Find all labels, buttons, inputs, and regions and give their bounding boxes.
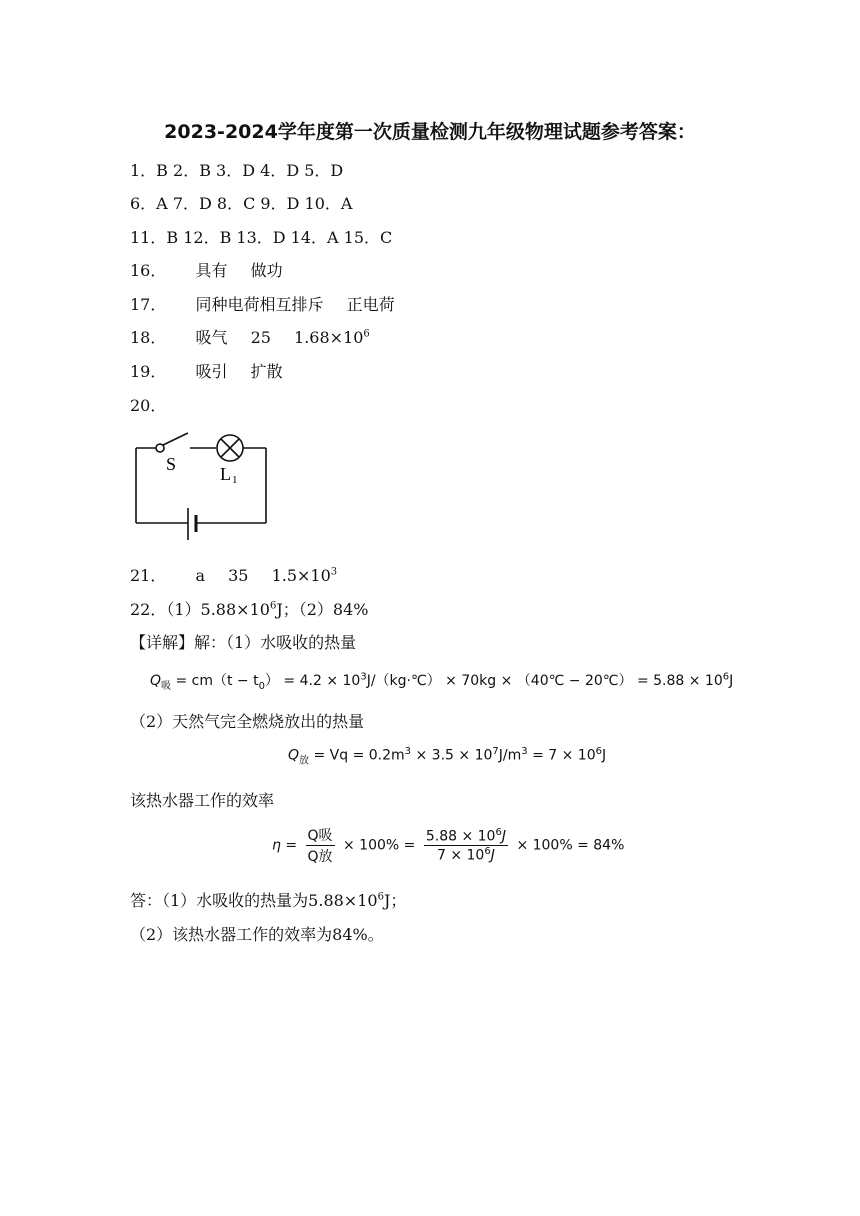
conclusion-text: J； (383, 891, 407, 910)
formula-subscript: 0 (258, 680, 265, 692)
formula-text: × 100% = 84% (516, 837, 625, 854)
answer-part: 1.5×10 (271, 566, 331, 585)
question-number: 21． (130, 566, 167, 585)
formula-exponent: 7 (492, 746, 499, 757)
lamp-label: L (220, 464, 231, 484)
exponent: 3 (330, 566, 338, 578)
answer-part: 吸引 (195, 362, 228, 381)
formula-subscript: 吸 (161, 680, 172, 692)
formula-efficiency (272, 825, 624, 866)
formula-heat-absorbed (150, 670, 733, 692)
formula-heat-released (288, 746, 606, 766)
mc-answers-row-3: 11．B 12．B 13．D 14．A 15．C (130, 228, 393, 247)
formula-exponent: 6 (595, 746, 602, 757)
answer-part: 25 (250, 328, 271, 347)
answer-19 (130, 359, 283, 382)
answer-16 (130, 258, 283, 281)
formula-exponent: 6 (722, 671, 730, 683)
formula-exponent: 3 (521, 746, 528, 757)
formula-text: = 7 × 10 (527, 747, 596, 764)
answer-part: 做功 (250, 261, 283, 280)
answer-22-part2: J；（2）84% (276, 600, 369, 619)
answer-part: 正电荷 (346, 295, 395, 314)
switch-lever (163, 433, 188, 445)
formula-symbol: Q (288, 747, 300, 764)
formula-symbol: η = (272, 837, 298, 854)
fraction (424, 827, 508, 863)
answer-part: 具有 (195, 261, 228, 280)
exponent: 6 (269, 600, 277, 612)
switch-pivot (156, 444, 164, 452)
formula-text: ） = 4.2 × 10 (264, 673, 361, 689)
answer-part: 同种电荷相互排斥 (195, 295, 324, 314)
detail-heading: 【详解】解：（1）水吸收的热量 (130, 633, 357, 652)
question-number: 16． (130, 261, 167, 280)
answer-20 (130, 393, 166, 416)
answer-17 (130, 292, 395, 315)
formula-text: J (729, 673, 734, 689)
circuit-diagram (128, 428, 278, 546)
answer-part: 1.68×10 (294, 328, 364, 347)
fraction-numerator: $5.88 \times 10^6J$ (425, 827, 506, 845)
fraction (306, 825, 335, 866)
formula-text: J/（kg·℃） × 70kg × （40℃ − 20℃） = 5.88 × 10 (366, 673, 723, 689)
conclusion-2: （2）该热水器工作的效率为84%。 (130, 925, 384, 944)
formula-text: = Vq = 0.2m (309, 747, 405, 764)
answer-22-part1: 22．（1）5.88×10 (130, 600, 270, 619)
question-number: 17． (130, 295, 167, 314)
formula-exponent: 3 (360, 671, 367, 683)
formula-exponent: 3 (404, 746, 412, 757)
efficiency-label: 该热水器工作的效率 (130, 791, 275, 810)
answer-part: 吸气 (195, 328, 228, 347)
answer-18 (130, 325, 370, 348)
formula-text: J (601, 747, 607, 764)
answer-22 (130, 597, 368, 620)
conclusion-1 (130, 888, 406, 911)
exponent: 6 (377, 891, 384, 903)
exponent: 6 (363, 328, 370, 340)
question-number: 19． (130, 362, 167, 381)
answer-part: 35 (228, 566, 249, 585)
question-number: 20． (130, 396, 167, 415)
formula-text: = cm（t − t (171, 673, 259, 689)
fraction-numerator: Q吸 (306, 825, 335, 846)
conclusion-text: 答：（1）水吸收的热量为5.88×10 (130, 891, 378, 910)
switch-label: S (166, 454, 177, 474)
step-2-heading: （2）天然气完全燃烧放出的热量 (130, 712, 365, 731)
mc-answers-row-2: 6．A 7．D 8．C 9．D 10．A (130, 194, 353, 213)
mc-answers-row-1: 1．B 2．B 3．D 4．D 5．D (130, 161, 344, 180)
formula-subscript: 放 (299, 755, 310, 767)
answer-part: 扩散 (250, 362, 283, 381)
fraction-denominator: $7 \times 10^6J$ (436, 846, 495, 864)
formula-text: × 100% = (343, 837, 416, 854)
answer-21 (130, 563, 337, 586)
formula-symbol: Q (150, 673, 162, 689)
page-title: 2023-2024学年度第一次质量检测九年级物理试题参考答案： (164, 121, 696, 143)
question-number: 18． (130, 328, 167, 347)
fraction-denominator: Q放 (307, 849, 333, 865)
formula-text: × 3.5 × 10 (411, 747, 493, 764)
answer-part: a (195, 566, 206, 585)
lamp-subscript: 1 (232, 474, 238, 486)
formula-text: J/m (498, 747, 522, 764)
